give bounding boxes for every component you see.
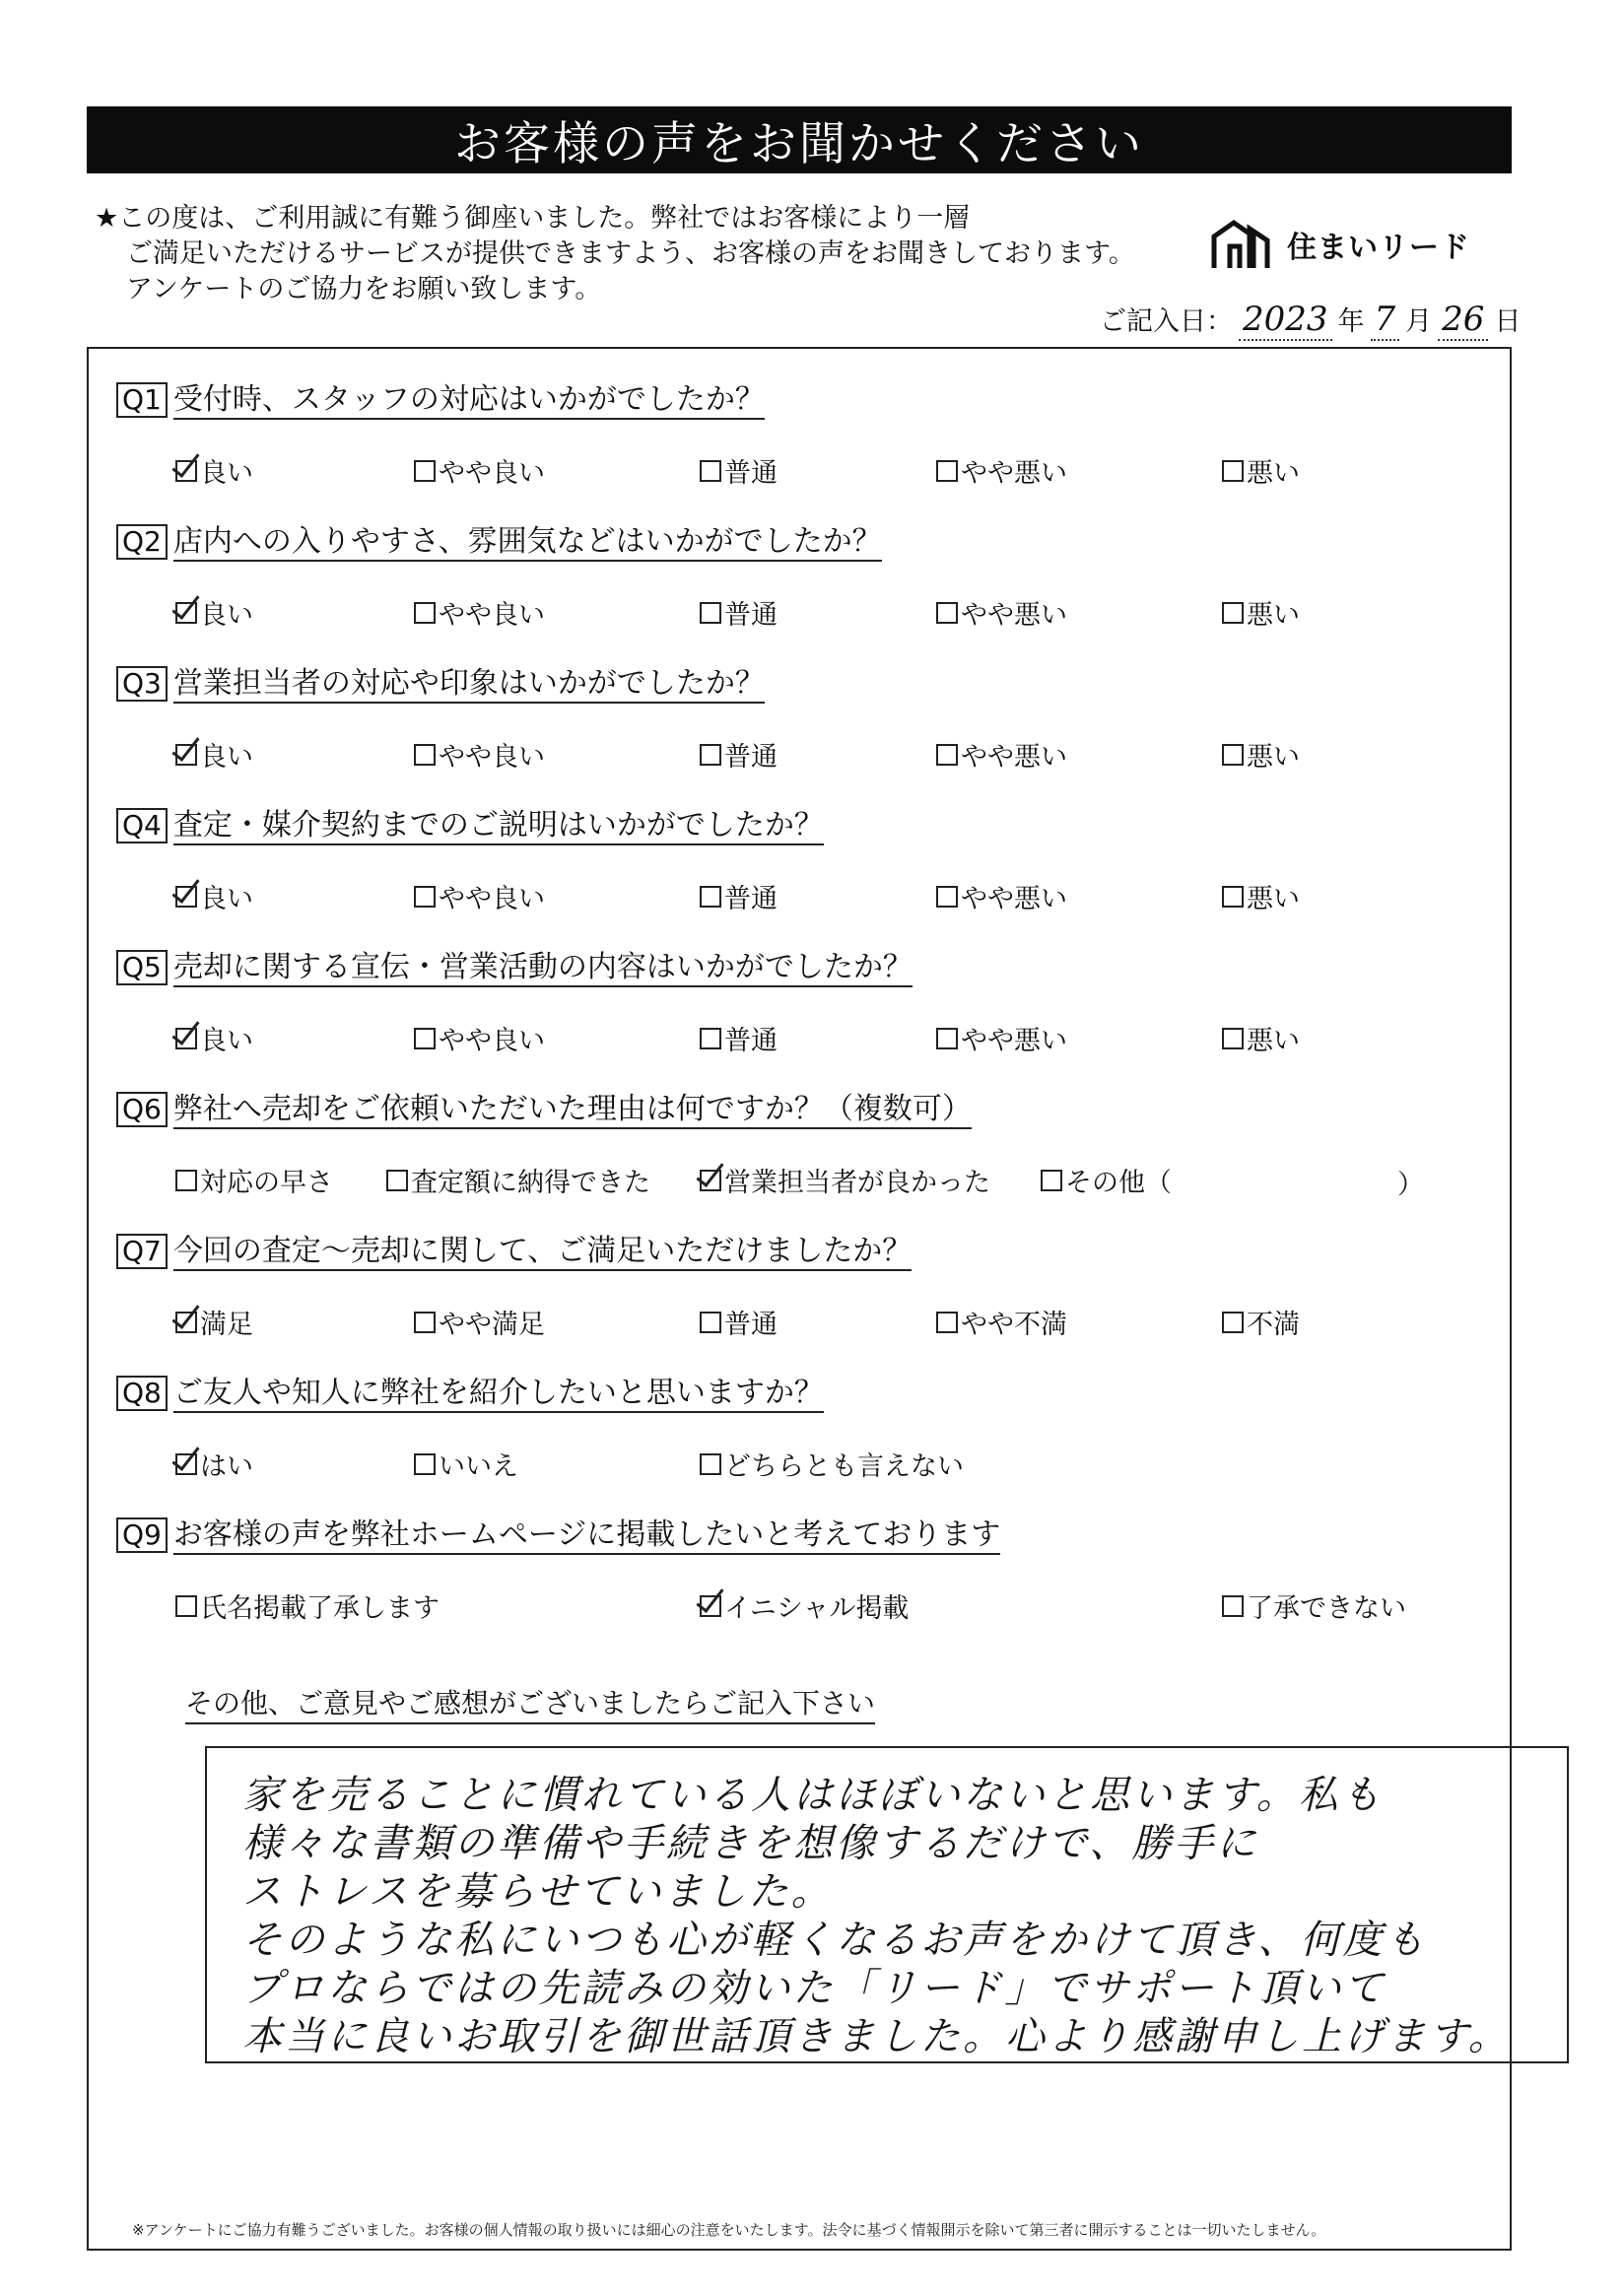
checkbox[interactable] <box>175 602 197 624</box>
checkbox[interactable] <box>175 744 197 766</box>
option-label: その他（ <box>1065 1168 1172 1198</box>
option-label: 対応の早さ <box>200 1168 333 1198</box>
checkbox[interactable] <box>175 1028 197 1049</box>
question-number: Q2 <box>116 524 168 560</box>
question-9-options <box>89 1586 1510 1626</box>
question-text: 売却に関する宣伝・営業活動の内容はいかがでしたか？ <box>173 950 913 987</box>
checkbox[interactable] <box>1222 1312 1244 1333</box>
q4-option-good[interactable] <box>175 877 253 915</box>
q3-option-fairly-good[interactable] <box>414 735 545 774</box>
option-label: やや悪い <box>961 1026 1067 1056</box>
option-label: はい <box>200 1451 253 1482</box>
checkbox[interactable] <box>414 744 436 766</box>
date-label: ご記入日： <box>1100 306 1233 337</box>
q3-option-good[interactable] <box>175 735 253 774</box>
option-label: 普通 <box>724 884 778 914</box>
comment-line: 本当に良いお取引を御世話頂きました。心より感謝申し上げます。 <box>242 2014 1511 2059</box>
house-logo-icon <box>1210 217 1273 272</box>
checkbox[interactable] <box>175 1595 197 1617</box>
option-label: やや良い <box>439 742 545 773</box>
option-label: やや良い <box>439 884 545 914</box>
option-label: 良い <box>200 742 253 773</box>
comment-line: ストレスを募らせていました。 <box>242 1869 834 1915</box>
checkbox[interactable] <box>1222 744 1244 766</box>
question-number: Q7 <box>116 1234 168 1269</box>
question-text: お客様の声を弊社ホームページに掲載したいと考えております <box>173 1517 1000 1555</box>
q7-option-fairly-satisfied[interactable] <box>414 1303 545 1341</box>
date-month[interactable]: 7 <box>1371 300 1400 341</box>
privacy-footnote: ※アンケートにご協力有難うございました。お客様の個人情報の取り扱いには細心の注意をいたします。法令に基づく情報開示を除いて第三者に開示することは一切いたしません。 <box>132 2221 1326 2239</box>
question-number: Q5 <box>116 950 168 985</box>
option-label: 普通 <box>724 600 778 631</box>
q6-option-other[interactable] <box>1041 1161 1172 1199</box>
option-label: やや良い <box>439 600 545 631</box>
option-label: 良い <box>200 458 253 489</box>
option-label: 普通 <box>724 1026 778 1056</box>
option-label: やや悪い <box>961 458 1067 489</box>
option-label: やや満足 <box>439 1310 545 1340</box>
q7-option-dissatisfied[interactable] <box>1222 1303 1300 1341</box>
checkbox[interactable] <box>936 602 958 624</box>
checkbox[interactable] <box>175 460 197 482</box>
q4-option-fairly-bad[interactable] <box>936 877 1067 915</box>
comments-label: その他、ご意見やご感想がございましたらご記入下さい <box>185 1685 875 1724</box>
q4-option-fairly-good[interactable] <box>414 877 545 915</box>
date-month-unit: 月 <box>1405 306 1433 337</box>
q2-option-good[interactable] <box>175 593 253 632</box>
question-number: Q8 <box>116 1376 168 1411</box>
page-title: お客様の声をお聞かせください <box>87 106 1512 173</box>
option-label: いいえ <box>439 1451 518 1482</box>
q5-option-bad[interactable] <box>1222 1019 1300 1057</box>
q6-option-appraisal[interactable] <box>386 1161 650 1199</box>
q2-option-average[interactable] <box>700 593 778 632</box>
question-1-options <box>89 451 1510 491</box>
checkbox[interactable] <box>936 1312 958 1333</box>
question-text: 弊社へ売却をご依頼いただいた理由は何ですか？（複数可） <box>173 1092 972 1129</box>
date-day[interactable]: 26 <box>1438 300 1488 341</box>
q2-option-bad[interactable] <box>1222 593 1300 632</box>
option-label: 悪い <box>1247 1026 1300 1056</box>
entry-date <box>1100 300 1521 341</box>
option-label: 悪い <box>1247 600 1300 631</box>
question-5-options <box>89 1019 1510 1058</box>
date-year[interactable]: 2023 <box>1239 300 1332 341</box>
checkbox[interactable] <box>700 1170 721 1191</box>
checkbox[interactable] <box>700 460 721 482</box>
question-text: 店内への入りやすさ、雰囲気などはいかがでしたか？ <box>173 524 882 562</box>
checkbox[interactable] <box>414 1312 436 1333</box>
checkbox[interactable] <box>386 1170 408 1191</box>
intro-line-3: アンケートのご協力をお願い致します。 <box>126 274 602 304</box>
checkbox[interactable] <box>700 886 721 908</box>
question-number: Q3 <box>116 666 168 702</box>
option-label: 良い <box>200 600 253 631</box>
option-label: やや良い <box>439 1026 545 1056</box>
q3-option-bad[interactable] <box>1222 735 1300 774</box>
checkbox[interactable] <box>175 1312 197 1333</box>
option-label: 了承できない <box>1247 1593 1406 1624</box>
q3-option-average[interactable] <box>700 735 778 774</box>
checkbox[interactable] <box>936 886 958 908</box>
q1-option-bad[interactable] <box>1222 451 1300 490</box>
option-label: イニシャル掲載 <box>724 1593 910 1624</box>
q5-option-fairly-bad[interactable] <box>936 1019 1067 1057</box>
intro-line-1: ★この度は、ご利用誠に有難う御座いました。弊社ではお客様により一層 <box>95 203 971 234</box>
option-label: やや悪い <box>961 742 1067 773</box>
question-1 <box>116 382 765 420</box>
option-label: 悪い <box>1247 742 1300 773</box>
question-6-options <box>89 1161 1510 1200</box>
q5-option-fairly-good[interactable] <box>414 1019 545 1057</box>
checkbox[interactable] <box>1222 1595 1244 1617</box>
option-label: 悪い <box>1247 458 1300 489</box>
q4-option-average[interactable] <box>700 877 778 915</box>
question-2 <box>116 524 882 562</box>
option-label: やや悪い <box>961 600 1067 631</box>
checkbox[interactable] <box>700 1453 721 1475</box>
checkbox[interactable] <box>175 886 197 908</box>
question-text: ご友人や知人に弊社を紹介したいと思いますか？ <box>173 1376 824 1413</box>
checkbox[interactable] <box>414 886 436 908</box>
q6-option-sales-rep[interactable] <box>700 1161 990 1199</box>
q9-option-decline[interactable] <box>1222 1586 1406 1625</box>
checkbox[interactable] <box>175 1453 197 1475</box>
checkbox[interactable] <box>175 1170 197 1191</box>
checkbox[interactable] <box>700 602 721 624</box>
option-label: 普通 <box>724 742 778 773</box>
intro-line-2: ご満足いただけるサービスが提供できますよう、お客様の声をお聞きしております。 <box>126 238 1135 269</box>
option-label: 満足 <box>200 1310 253 1340</box>
checkbox[interactable] <box>936 1028 958 1049</box>
date-year-unit: 年 <box>1337 306 1365 337</box>
comment-line: 家を売ることに慣れている人はほぼいないと思います。私も <box>242 1773 1384 1818</box>
checkbox[interactable] <box>414 460 436 482</box>
checkbox[interactable] <box>1222 886 1244 908</box>
question-6 <box>116 1092 972 1129</box>
q8-option-no[interactable] <box>414 1445 518 1483</box>
q7-option-fairly-dissatisfied[interactable] <box>936 1303 1067 1341</box>
q3-option-fairly-bad[interactable] <box>936 735 1067 774</box>
checkbox[interactable] <box>414 602 436 624</box>
option-label: 良い <box>200 1026 253 1056</box>
other-close-paren: ） <box>1397 1170 1424 1200</box>
option-label: 営業担当者が良かった <box>724 1168 990 1198</box>
q2-option-fairly-good[interactable] <box>414 593 545 632</box>
question-4 <box>116 808 824 845</box>
q5-option-good[interactable] <box>175 1019 253 1057</box>
option-label: 不満 <box>1247 1310 1300 1340</box>
checkbox[interactable] <box>414 1453 436 1475</box>
checkbox[interactable] <box>936 460 958 482</box>
comment-line: 様々な書類の準備や手続きを想像するだけで、勝手に <box>242 1821 1259 1866</box>
intro-text <box>95 201 1135 307</box>
option-label: 普通 <box>724 458 778 489</box>
question-8 <box>116 1376 824 1413</box>
checkbox[interactable] <box>1222 602 1244 624</box>
comments-box[interactable] <box>205 1746 1569 2063</box>
company-name: 住まいリード <box>1287 231 1470 265</box>
company-logo <box>1210 217 1470 272</box>
checkbox[interactable] <box>700 1595 721 1617</box>
question-7 <box>116 1234 912 1271</box>
option-label: どちらとも言えない <box>724 1451 964 1482</box>
question-2-options <box>89 593 1510 633</box>
q2-option-fairly-bad[interactable] <box>936 593 1067 632</box>
question-text: 受付時、スタッフの対応はいかがでしたか？ <box>173 382 765 420</box>
checkbox[interactable] <box>414 1028 436 1049</box>
q1-option-good[interactable] <box>175 451 253 490</box>
q7-option-satisfied[interactable] <box>175 1303 253 1341</box>
question-number: Q1 <box>116 382 168 418</box>
q7-option-average[interactable] <box>700 1303 778 1341</box>
question-number: Q9 <box>116 1517 168 1553</box>
question-3-options <box>89 735 1510 775</box>
q8-option-neither[interactable] <box>700 1445 964 1483</box>
question-number: Q4 <box>116 808 168 843</box>
checkbox[interactable] <box>700 1312 721 1333</box>
q8-option-yes[interactable] <box>175 1445 253 1483</box>
checkbox[interactable] <box>1041 1170 1062 1191</box>
option-label: やや悪い <box>961 884 1067 914</box>
q9-option-full-name[interactable] <box>175 1586 440 1625</box>
option-label: 査定額に納得できた <box>411 1168 650 1198</box>
q1-option-fairly-bad[interactable] <box>936 451 1067 490</box>
q1-option-average[interactable] <box>700 451 778 490</box>
question-text: 今回の査定～売却に関して、ご満足いただけましたか？ <box>173 1234 912 1271</box>
question-8-options <box>89 1445 1510 1484</box>
option-label: やや不満 <box>961 1310 1067 1340</box>
checkbox[interactable] <box>1222 460 1244 482</box>
q6-option-speed[interactable] <box>175 1161 333 1199</box>
q9-option-initials[interactable] <box>700 1586 909 1625</box>
option-label: 悪い <box>1247 884 1300 914</box>
question-4-options <box>89 877 1510 916</box>
checkbox[interactable] <box>700 744 721 766</box>
question-text: 査定・媒介契約までのご説明はいかがでしたか？ <box>173 808 824 845</box>
q1-option-fairly-good[interactable] <box>414 451 545 490</box>
q4-option-bad[interactable] <box>1222 877 1300 915</box>
question-9 <box>116 1517 1000 1555</box>
q5-option-average[interactable] <box>700 1019 778 1057</box>
question-number: Q6 <box>116 1092 168 1127</box>
checkbox[interactable] <box>936 744 958 766</box>
date-day-unit: 日 <box>1494 306 1522 337</box>
option-label: 氏名掲載了承します <box>200 1593 440 1624</box>
option-label: 良い <box>200 884 253 914</box>
checkbox[interactable] <box>700 1028 721 1049</box>
question-5 <box>116 950 913 987</box>
question-7-options <box>89 1303 1510 1342</box>
option-label: やや良い <box>439 458 545 489</box>
checkbox[interactable] <box>1222 1028 1244 1049</box>
comment-line: そのような私にいつも心が軽くなるお声をかけて頂き、何度も <box>242 1918 1428 1963</box>
survey-form <box>87 347 1512 2251</box>
question-3 <box>116 666 765 704</box>
question-text: 営業担当者の対応や印象はいかがでしたか？ <box>173 666 765 704</box>
comment-line: プロならではの先読みの効いた「リード」でサポート頂いて <box>242 1966 1387 2011</box>
option-label: 普通 <box>724 1310 778 1340</box>
